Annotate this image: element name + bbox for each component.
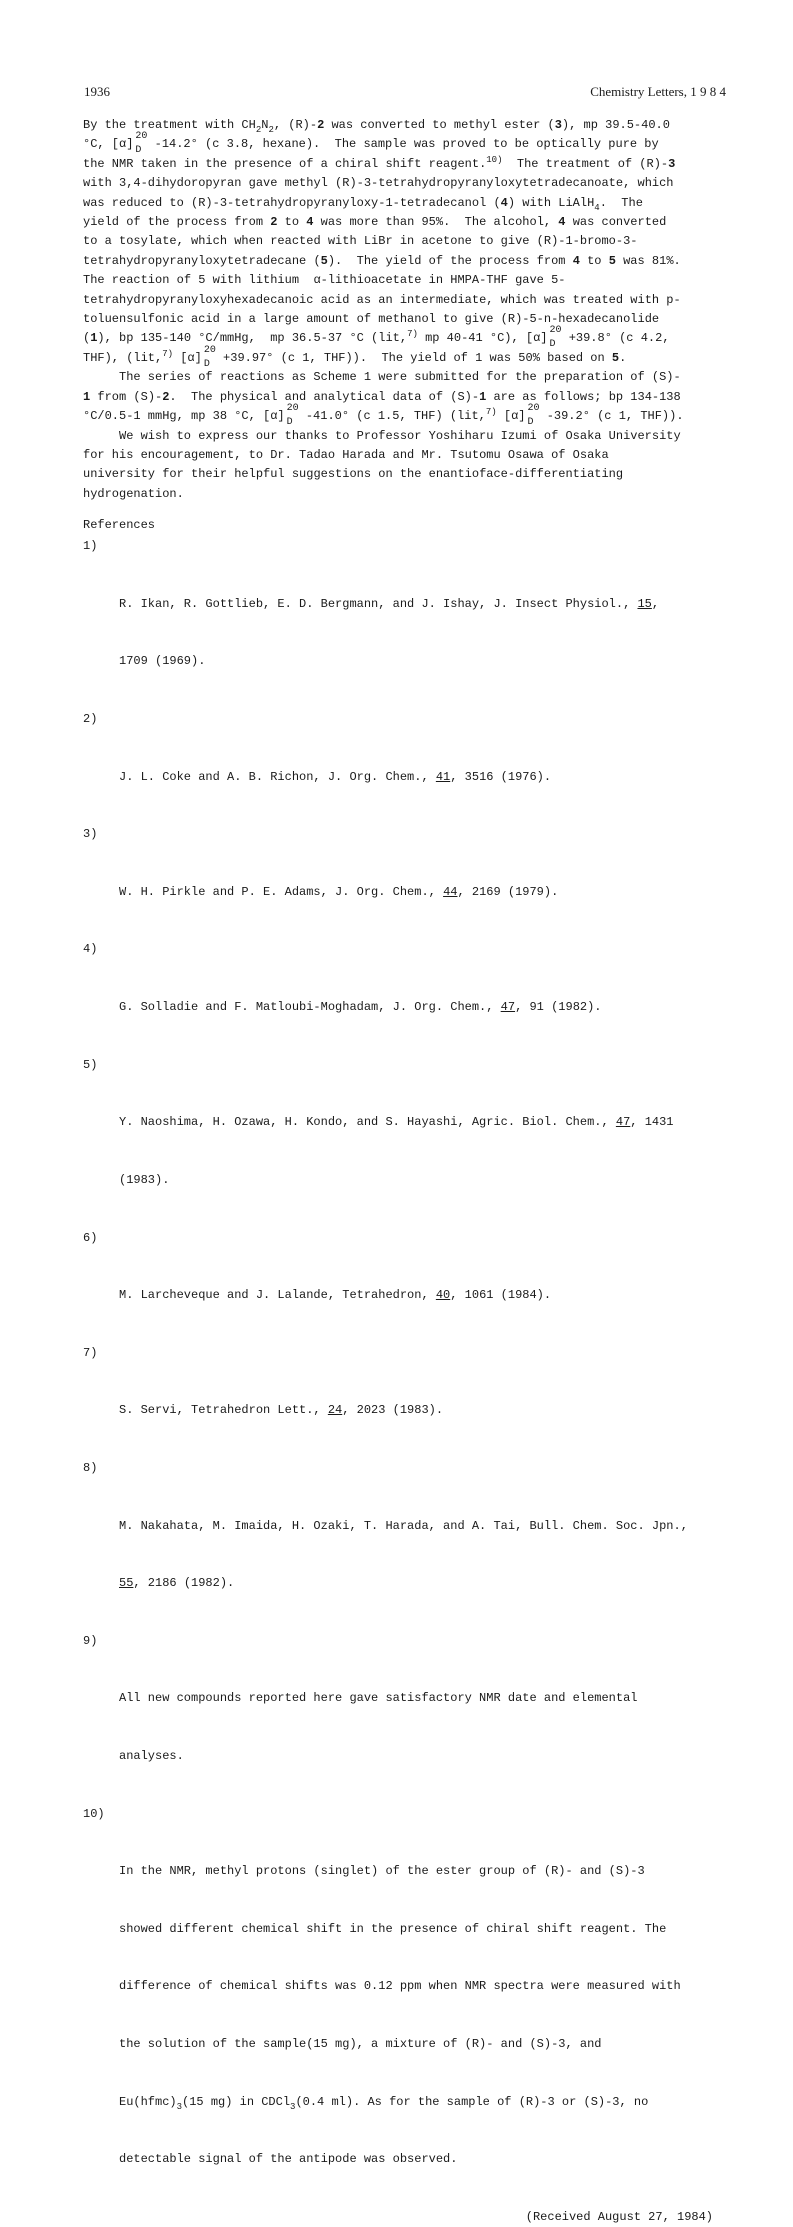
reference-item: 9) All new compounds reported here gave satisfactory NMR date and elemental analyses. xyxy=(83,1633,638,1763)
reference-item: 10) In the NMR, methyl protons (singlet) of the ester group of (R)- and (S)-3 showed different chemical shift in the presence of chiral shift reagent. The difference of chemical shifts was 0.12 ppm when NMR spectra were measured with the solution of the sample(15 mg), a mixture of (R)- and (S)-3, and $Eu(hfmc)_3(15$ mg) in CDCl$_3$(0.4 ml). As for the sample of (R)-3 or (S)-3, no detectable signal of the antipode was observed. xyxy=(83,1806,681,2167)
body-line: °C, [α] 20 D -14.2° (c 3.8, hexane). The sample was proved to be optically pure by xyxy=(83,131,659,157)
citation-marker: 10) xyxy=(486,154,503,165)
body-line: tetrahydropyranyloxyhexadecanoic acid as an intermediate, which was treated with p- xyxy=(83,292,681,307)
reference-item: 8) M. Nakahata, M. Imaida, H. Ozaki, T. Harada, and A. Tai, Bull. Chem. Soc. Jpn., 55, 2186 (1982). xyxy=(83,1460,688,1591)
body-text xyxy=(83,116,733,504)
citation-marker: 7) xyxy=(407,329,418,340)
body-line: university for their helpful suggestions on the enantioface-differentiating xyxy=(83,467,624,482)
reference-item: 2) J. L. Coke and A. B. Richon, J. Org. Chem., 41, 3516 (1976). xyxy=(83,712,552,784)
reference-item: 6) M. Larcheveque and J. Lalande, Tetrahedron, 40, 1061 (1984). xyxy=(83,1230,552,1303)
citation-marker: 7) xyxy=(162,348,174,359)
body-line: tetrahydropyranyloxytetradecane (5). The yield of the process from 4 to 5 was 81%. xyxy=(83,253,681,268)
body-line: 1 from (S)-2. The physical and analytical data of (S)-1 are as follows; bp 134-138 xyxy=(83,389,681,404)
optical-rotation-marker: 20 D xyxy=(549,325,562,351)
references-heading: References xyxy=(83,518,156,532)
body-line: for his encouragement, to Dr. Tadao Harada and Mr. Tsutomu Osawa of Osaka xyxy=(83,447,609,462)
page-number: 1936 xyxy=(84,84,110,99)
body-line: to a tosylate, which when reacted with LiBr in acetone to give (R)-1-bromo-3- xyxy=(83,234,638,249)
reference-item: 5) Y. Naoshima, H. Ozawa, H. Kondo, and S. Hayashi, Agric. Biol. Chem., 47, 1431 (1983). xyxy=(83,1057,674,1187)
body-line: with 3,4-dihydoropyran gave methyl (R)-3-tetrahydropyranyloxytetradecanoate, which xyxy=(83,176,674,191)
citation-marker: 7) xyxy=(485,407,497,418)
body-line: was reduced to (R)-3-tetrahydropyranyloxy-1-tetradecanol (4) with LiAlH$_4$. The xyxy=(83,195,643,213)
optical-rotation-marker: 20 D xyxy=(527,403,540,429)
page-header xyxy=(84,84,726,104)
references-section xyxy=(83,516,733,2227)
reference-item: 7) S. Servi, Tetrahedron Lett., 24, 2023 (1983). xyxy=(83,1345,444,1418)
body-line: °C/0.5-1 mmHg, mp 38 °C, [α] 20 D -41.0° (c 1.5, THF) (lit,$^{7)}$ [α] 20 D -39.2° (c 1, THF)). xyxy=(83,403,684,429)
body-line: yield of the process from 2 to 4 was more than 95%. The alcohol, 4 was converted xyxy=(83,215,667,230)
optical-rotation-marker: 20 D xyxy=(203,344,216,370)
journal-title: Chemistry Letters, 1 9 8 4 xyxy=(590,84,726,99)
body-line: toluensulfonic acid in a large amount of methanol to give (R)-5-n-hexadecanolide xyxy=(83,312,660,327)
body-line: The reaction of 5 with lithium α-lithioacetate in HMPA-THF gave 5- xyxy=(83,273,566,288)
body-line: THF), (lit,$^{7)}$ [α] 20 D +39.97° (c 1, THF)). The yield of 1 was 50% based on 5. xyxy=(83,344,627,370)
optical-rotation-marker: 20 D xyxy=(286,403,299,429)
reference-item: 1) R. Ikan, R. Gottlieb, E. D. Bergmann, and J. Ishay, J. Insect Physiol., 15, 1709 (1969). xyxy=(83,539,660,669)
reference-item: 4) G. Solladie and F. Matloubi-Moghadam, J. Org. Chem., 47, 91 (1982). xyxy=(83,942,602,1015)
body-line: By the treatment with $CH_2N_2$, (R)-2 was converted to methyl ester (3), mp 39.5-40.0 xyxy=(83,118,670,135)
reference-item: 3) W. H. Pirkle and P. E. Adams, J. Org. Chem., 44, 2169 (1979). xyxy=(83,827,559,899)
received-date: (Received August 27, 1984) xyxy=(525,2209,713,2224)
body-line: (1), bp 135-140 °C/mmHg, mp 36.5-37 °C (lit,$^{7)}$ mp 40-41 °C), [α] 20 D +39.8° (c 4.2, xyxy=(83,325,670,351)
body-line: the NMR taken in the presence of a chiral shift reagent.$^{10)}$ The treatment of (R)-3 xyxy=(83,154,676,171)
body-line: We wish to express our thanks to Professor Yoshiharu Izumi of Osaka University xyxy=(119,428,681,443)
optical-rotation-marker: 20 D xyxy=(135,131,148,157)
body-line: hydrogenation. xyxy=(83,486,184,501)
body-line: The series of reactions as Scheme 1 were submitted for the preparation of (S)- xyxy=(119,370,681,385)
